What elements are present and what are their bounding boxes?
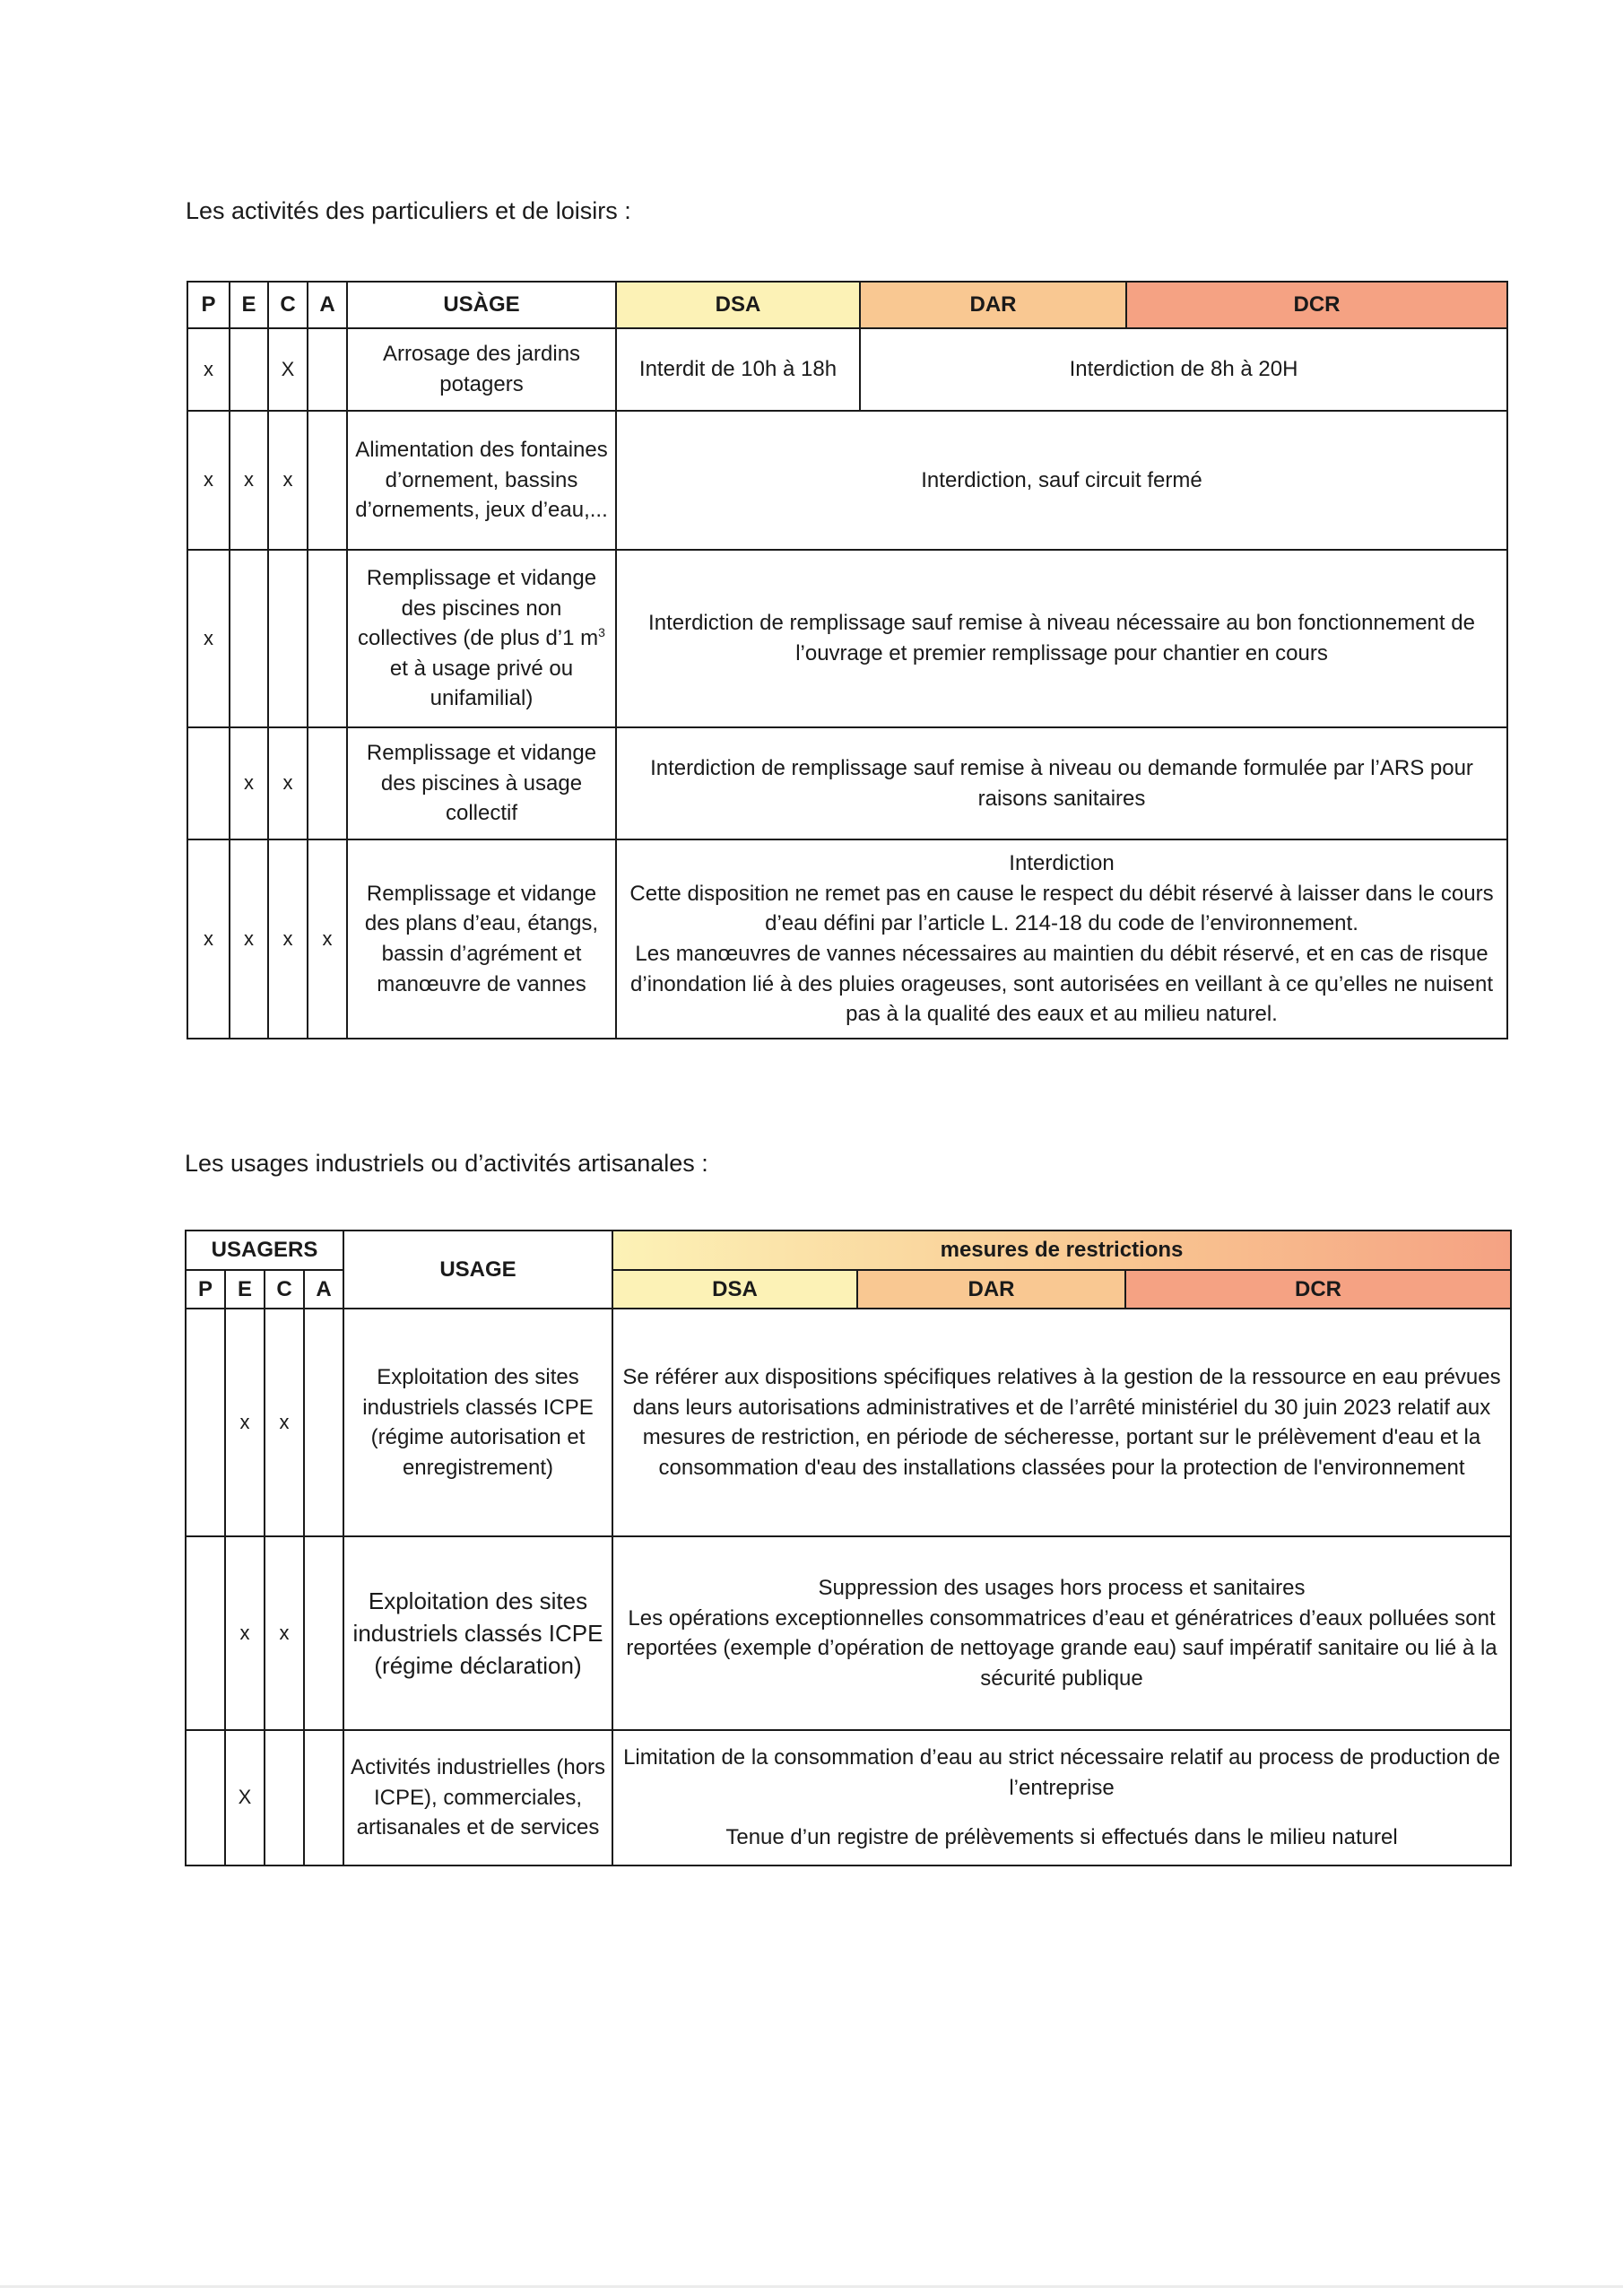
usage-text-part2: et à usage privé ou unifamilial) — [389, 656, 574, 711]
cell-c: x — [265, 1536, 304, 1730]
cell-a — [304, 1536, 343, 1730]
header-dsa: DSA — [616, 282, 860, 328]
measure-line: Les opérations exceptionnelles consommatrices d’eau et génératrices d’eaux polluées sont reportées (exemple d’opération de nettoyage grande eau) sauf impératif sanitaire ou lié à la sécurité publique — [626, 1605, 1497, 1691]
measure-line: Les manœuvres de vannes nécessaires au maintien du débit réservé, et en cas de risque d’inondation lié à des pluies orageuses, sont autorisées en veillant à ce qu’elles ne nuisent pas à la qualité des eaux et au milieu naturel. — [630, 942, 1493, 1027]
table-row — [187, 727, 1507, 839]
table-row — [187, 411, 1507, 550]
header-usage: USAGE — [343, 1231, 612, 1309]
header-p: P — [186, 1270, 225, 1309]
cell-measure — [612, 1536, 1511, 1730]
header-dcr: DCR — [1126, 282, 1507, 328]
cell-p — [187, 727, 230, 839]
cell-a: x — [308, 839, 347, 1039]
cell-usage: Arrosage des jardins potagers — [347, 328, 616, 411]
cell-e: x — [225, 1309, 265, 1536]
cell-c: x — [268, 839, 308, 1039]
cell-dsa: Interdit de 10h à 18h — [616, 328, 860, 411]
cell-e: x — [230, 727, 268, 839]
header-usagers: USAGERS — [186, 1231, 343, 1270]
cell-measure: Se référer aux dispositions spécifiques relatives à la gestion de la ressource en eau prévues dans leurs autorisations administratives et de l’arrêté ministériel du 30 juin 2023 relatif aux mesures de restriction, en période de sécheresse, portant sur le prélèvement d'eau et la consommation d'eau des installations classées pour la protection de l'environnement — [612, 1309, 1511, 1536]
header-dsa: DSA — [612, 1270, 857, 1309]
measure-line: Limitation de la consommation d’eau au strict nécessaire relatif au process de production de l’entreprise — [623, 1745, 1500, 1800]
cell-a — [304, 1730, 343, 1866]
cell-usage: Activités industrielles (hors ICPE), commerciales, artisanales et de services — [343, 1730, 612, 1866]
table-row — [186, 1536, 1511, 1730]
cell-e — [230, 328, 268, 411]
cell-usage: Remplissage et vidange des piscines à usage collectif — [347, 727, 616, 839]
cell-measure — [612, 1730, 1511, 1866]
cell-c — [268, 550, 308, 727]
header-a: A — [304, 1270, 343, 1309]
header-dar: DAR — [860, 282, 1126, 328]
header-c: C — [265, 1270, 304, 1309]
header-a: A — [308, 282, 347, 328]
cell-e: x — [230, 839, 268, 1039]
cell-measure: Interdiction de remplissage sauf remise à niveau ou demande formulée par l’ARS pour raisons sanitaires — [616, 727, 1507, 839]
scan-edge — [0, 2285, 1623, 2288]
cell-c: X — [268, 328, 308, 411]
cell-a — [308, 550, 347, 727]
cell-measure: Interdiction de remplissage sauf remise à niveau nécessaire au bon fonctionnement de l’ouvrage et premier remplissage pour chantier en cours — [616, 550, 1507, 727]
table-row — [187, 839, 1507, 1039]
cell-c: x — [265, 1309, 304, 1536]
header-measures: mesures de restrictions — [612, 1231, 1511, 1270]
header-e: E — [230, 282, 268, 328]
cell-usage: Alimentation des fontaines d’ornement, bassins d’ornements, jeux d’eau,... — [347, 411, 616, 550]
cell-a — [308, 328, 347, 411]
cell-usage: Exploitation des sites industriels classés ICPE (régime déclaration) — [343, 1536, 612, 1730]
cell-e: x — [225, 1536, 265, 1730]
cell-e: x — [230, 411, 268, 550]
cell-p — [186, 1309, 225, 1536]
table2-header-row-1 — [186, 1231, 1511, 1270]
table1-header-row — [187, 282, 1507, 328]
cell-a — [308, 727, 347, 839]
usage-text-part1: Remplissage et vidange des piscines non collectives (de plus d’1 m — [358, 566, 599, 651]
table-row — [186, 1730, 1511, 1866]
cell-measure — [616, 839, 1507, 1039]
measure-line: Interdiction — [1009, 851, 1115, 876]
table-row — [187, 328, 1507, 411]
section2-title: Les usages industriels ou d’activités artisanales : — [185, 1150, 708, 1177]
cell-usage — [347, 550, 616, 727]
cell-c: x — [268, 727, 308, 839]
cell-e — [230, 550, 268, 727]
cell-p: x — [187, 550, 230, 727]
cell-p: x — [187, 411, 230, 550]
cell-a — [308, 411, 347, 550]
header-dar: DAR — [857, 1270, 1125, 1309]
header-usage: USÀGE — [347, 282, 616, 328]
cell-p — [186, 1536, 225, 1730]
cell-p — [186, 1730, 225, 1866]
measure-line: Suppression des usages hors process et sanitaires — [818, 1576, 1306, 1600]
cell-p: x — [187, 839, 230, 1039]
table-row — [186, 1309, 1511, 1536]
section1-title: Les activités des particuliers et de loisirs : — [186, 197, 631, 224]
measure-line: Tenue d’un registre de prélèvements si effectués dans le milieu naturel — [725, 1825, 1398, 1850]
header-e: E — [225, 1270, 265, 1309]
cell-usage: Exploitation des sites industriels classés ICPE (régime autorisation et enregistrement) — [343, 1309, 612, 1536]
cell-dar-dcr: Interdiction de 8h à 20H — [860, 328, 1507, 411]
cell-c: x — [268, 411, 308, 550]
header-c: C — [268, 282, 308, 328]
table-usages-industriels — [185, 1230, 1512, 1866]
cell-p: x — [187, 328, 230, 411]
cell-usage: Remplissage et vidange des plans d’eau, étangs, bassin d’agrément et manœuvre de vannes — [347, 839, 616, 1039]
cell-a — [304, 1309, 343, 1536]
cell-measure: Interdiction, sauf circuit fermé — [616, 411, 1507, 550]
spacer — [619, 1803, 1505, 1822]
table-row — [187, 550, 1507, 727]
cell-e: X — [225, 1730, 265, 1866]
header-dcr: DCR — [1125, 1270, 1511, 1309]
measure-line: Cette disposition ne remet pas en cause le respect du débit réservé à laisser dans le cours d’eau défini par l’article L. 214-18 du code de l’environnement. — [629, 881, 1494, 936]
superscript-3: 3 — [598, 625, 605, 640]
table-particuliers-loisirs — [187, 281, 1508, 1039]
header-p: P — [187, 282, 230, 328]
cell-c — [265, 1730, 304, 1866]
